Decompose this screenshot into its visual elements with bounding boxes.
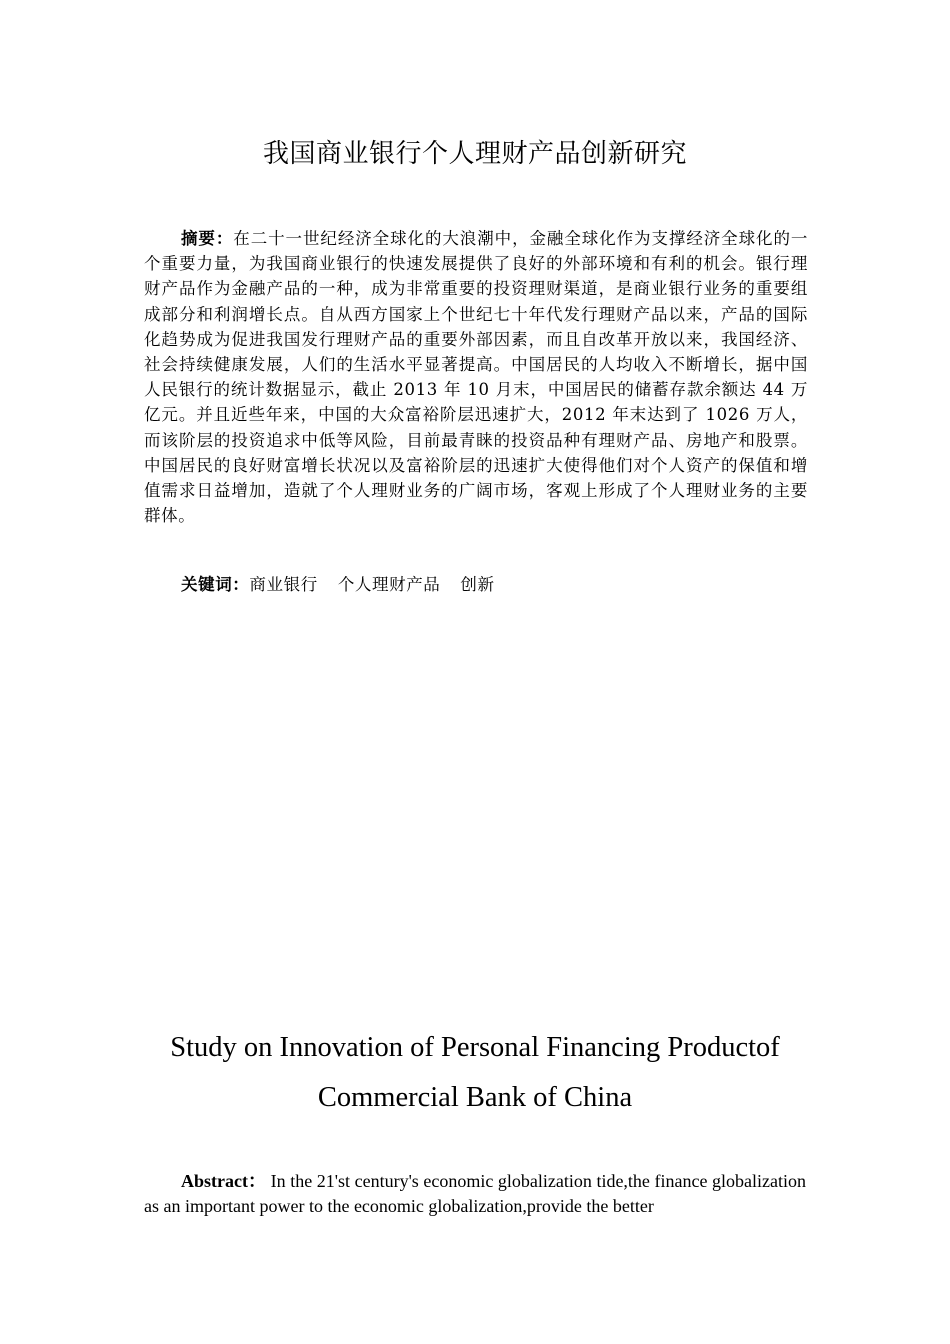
keyword: 个人理财产品 [337,575,441,594]
chinese-keywords-label: 关键词： [181,575,250,594]
english-title-line-2: Commercial Bank of China [317,1082,633,1113]
chinese-title: 我国商业银行个人理财产品创新研究 [262,139,687,169]
english-abstract [144,1169,806,1219]
english-title [0,1023,950,1123]
english-title-line-1: Study on Innovation of Personal Financing Productof [170,1032,780,1063]
english-abstract-label: Abstract： [181,1171,267,1191]
chinese-keywords [181,572,515,597]
keyword: 创新 [460,575,495,594]
chinese-abstract-label: 摘要： [181,229,234,248]
english-abstract-text: In the 21'st century's economic globalization tide,the finance globalization as an important power to the economic globalization,provide the better [144,1171,806,1216]
keyword: 商业银行 [249,575,318,594]
chinese-abstract-text: 在二十一世纪经济全球化的大浪潮中，金融全球化作为支撑经济全球化的一个重要力量，为我国商业银行的快速发展提供了良好的外部环境和有利的机会。银行理财产品作为金融产品的一种，成为非常重要的投资理财渠道，是商业银行业务的重要组成部分和利润增长点。自从西方国家上个世纪七十年代发行理财产品以来，产品的国际化趋势成为促进我国发行理财产品的重要外部因素，而且自改革开放以来，我国经济、社会持续健康发展，人们的生活水平显著提高。中国居民的人均收入不断增长，据中国人民银行的统计数据显示，截止 2013 年 10 月末，中国居民的储蓄存款余额达 44 万亿元。并且近些年来，中国的大众富裕阶层迅速扩大，2012 年末达到了 1026 万人，而该阶层的投资追求中低等风险，目前最青睐的投资品种有理财产品、房地产和股票。中国居民的良好财富增长状况以及富裕阶层的迅速扩大使得他们对个人资产的保值和增值需求日益增加，造就了个人理财业务的广阔市场，客观上形成了个人理财业务的主要群体。 [144,229,808,526]
chinese-abstract [144,226,808,528]
